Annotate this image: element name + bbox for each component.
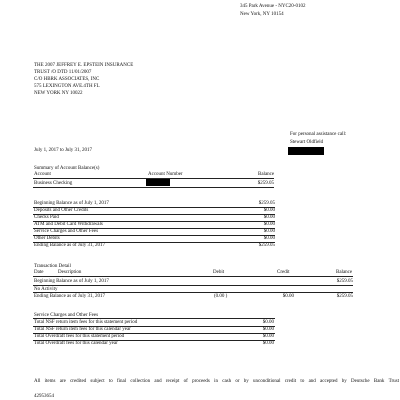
fee-label: Total NSF return item fees for this calendar year <box>34 327 131 332</box>
divider <box>33 292 353 293</box>
footer-note: All items are credited subject to final collection and receipt of proceeds in cash or by unconditional credit to and accepted by Deutsche Bank Trust <box>34 379 399 384</box>
summary-balance: $259.05 <box>257 181 274 186</box>
txn-beginning-label: Beginning Balance as of July 1, 2017 <box>34 279 109 284</box>
bank-address-line-2: New York, NY 10154 <box>240 12 284 17</box>
txn-header-description: Description <box>58 270 82 275</box>
divider <box>33 276 353 277</box>
activity-label: Deposits and Other Credits <box>34 208 89 213</box>
activity-label: Service Charges and Other Fees <box>34 229 99 234</box>
statement-period: July 1, 2017 to July 31, 2017 <box>34 148 93 153</box>
fee-label: Total Overdraft fees for this calendar year <box>34 341 118 346</box>
txn-ending-credit: $0.00 <box>282 294 294 299</box>
txn-header-credit: Credit <box>277 270 290 275</box>
txn-header-debit: Debit <box>213 270 225 275</box>
client-address-line: NEW YORK NY 10022 <box>34 91 83 96</box>
activity-label: Beginning Balance as of July 1, 2017 <box>34 201 109 206</box>
page-code: 42953654 <box>34 394 54 399</box>
fees-title: Service Charges and Other Fees <box>34 313 99 318</box>
bank-address-line-1: 345 Park Avenue - NYC20-0102 <box>240 4 306 9</box>
txn-header-date: Date <box>34 270 44 275</box>
txn-ending-balance: $259.05 <box>336 294 353 299</box>
activity-summary <box>33 201 275 250</box>
activity-amount: $259.05 <box>258 243 275 248</box>
fee-amount: $0.00 <box>262 334 274 339</box>
fee-amount: $0.00 <box>262 327 274 332</box>
summary-header-account: Account <box>34 172 51 177</box>
redaction-block <box>288 147 324 155</box>
txn-beginning-balance: $259.05 <box>336 279 353 284</box>
activity-label: Ending Balance as of July 31, 2017 <box>34 243 105 248</box>
txn-header-balance: Balance <box>336 270 353 275</box>
client-address-line: C/O HBRK ASSOCIATES, INC <box>34 77 100 82</box>
summary-header-account-number: Account Number <box>148 172 183 177</box>
activity-label: Other Debits <box>34 236 60 241</box>
activity-amount: $0.00 <box>263 229 275 234</box>
activity-amount: $259.05 <box>258 201 275 206</box>
account-number-redaction <box>146 179 170 186</box>
activity-label: ATM and Debit Card Withdrawals <box>34 222 103 227</box>
txn-ending-label: Ending Balance as of July 31, 2017 <box>34 294 105 299</box>
txn-ending-debit: (0.00 ) <box>214 294 228 299</box>
activity-amount: $0.00 <box>263 222 275 227</box>
divider <box>33 318 275 319</box>
assistance-name: Stewart Oldfield <box>290 140 324 145</box>
summary-account-name: Business Checking <box>34 181 73 186</box>
summary-header-balance: Balance <box>258 172 275 177</box>
divider <box>33 285 353 286</box>
client-address-line: TRUST /O DTD 11/01/2007 <box>34 70 92 75</box>
divider <box>33 187 274 188</box>
activity-amount: $0.00 <box>263 236 275 241</box>
fee-label: Total Overdraft fees for this statement period <box>34 334 125 339</box>
fee-amount: $0.00 <box>262 320 274 325</box>
assistance-text: For personal assistance call: <box>290 132 347 137</box>
activity-amount: $0.00 <box>263 208 275 213</box>
transaction-title: Transaction Detail <box>34 264 71 269</box>
activity-row-ending <box>33 243 275 249</box>
client-address-line: THE 2007 JEFFREY E. EPSTEIN INSURANCE <box>34 63 134 68</box>
fee-amount: $0.00 <box>262 341 274 346</box>
summary-title: Summary of Account Balance(s) <box>34 166 100 171</box>
client-address-line: 575 LEXINGTON AVE.4TH FL <box>34 84 100 89</box>
txn-no-activity: No Activity <box>34 287 58 292</box>
activity-label: Checks Paid <box>34 215 59 220</box>
activity-amount: $0.00 <box>263 215 275 220</box>
fee-label: Total NSF return item fees for this statement period <box>34 320 138 325</box>
